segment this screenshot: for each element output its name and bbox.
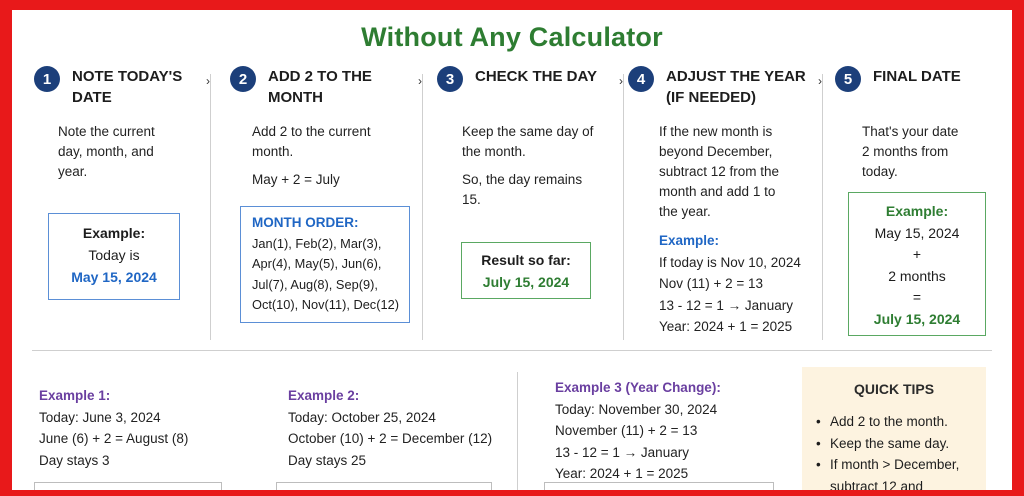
example-3: Example 3 (Year Change): Today: November 30, 2024 November (11) + 2 = 13 13 - 12 = 1 → January Year: 2024 + 1 = 2025: [555, 380, 721, 481]
quick-tips-list: [816, 411, 982, 490]
step-5-final-box: Example: May 15, 2024 + 2 months = July 15, 2024: [848, 192, 986, 336]
list-item: • Keep the same day.: [816, 433, 982, 455]
step-3-note: So, the day remains 15.: [462, 172, 583, 207]
column-divider: [210, 74, 211, 340]
step-4: [628, 66, 828, 108]
step-3-description: Keep the same day of the month.: [462, 124, 594, 159]
section-divider: [32, 350, 992, 351]
quick-tips-panel: [802, 367, 986, 490]
column-divider: [517, 372, 518, 490]
column-divider: [623, 74, 624, 340]
arrow-icon: ›: [619, 74, 623, 88]
step-title: NOTE TODAY'S DATE: [72, 68, 183, 106]
arrow-icon: ›: [206, 74, 210, 88]
example-2: Example 2: Today: October 25, 2024 October (10) + 2 = December (12) Day stays 25: [288, 388, 493, 468]
arrow-icon: ›: [818, 74, 822, 88]
page-title: Without Any Calculator: [361, 22, 663, 52]
list-item: • Add 2 to the month.: [816, 411, 982, 433]
box-edge: [276, 482, 492, 490]
step-4-description: If the new month is beyond December, subtract 12 from the month and add 1 to the year.: [659, 124, 780, 219]
step-number-badge: 3: [437, 66, 463, 92]
quick-tips-title: QUICK TIPS: [853, 381, 935, 397]
list-item: subtract 12 and: [830, 478, 924, 490]
box-edge: [34, 482, 222, 490]
step-2-formula: May + 2 = July: [252, 172, 340, 187]
step-3-result-box: Result so far: July 15, 2024: [461, 242, 591, 299]
step-number-badge: 4: [628, 66, 654, 92]
step-number-badge: 2: [230, 66, 256, 92]
infographic-sheet: [12, 10, 1012, 490]
box-edge: [544, 482, 774, 490]
step-1: [34, 66, 204, 108]
example-1: Example 1: Today: June 3, 2024 June (6) + 2 = August (8) Day stays 3: [39, 388, 189, 468]
step-number-badge: 5: [835, 66, 861, 92]
step-title: ADJUST THE YEAR (IF NEEDED): [666, 68, 806, 106]
step-5: [835, 66, 1005, 92]
step-2: [230, 66, 420, 108]
step-4-example: Example: If today is Nov 10, 2024 Nov (11) + 2 = 13 13 - 12 = 1 → January Year: 2024 + 1 = 2025: [659, 233, 801, 334]
step-5-description: That's your date 2 months from today.: [862, 124, 959, 179]
step-3: [437, 66, 627, 92]
step-title: FINAL DATE: [873, 68, 961, 85]
month-order-box: MONTH ORDER: Jan(1), Feb(2), Mar(3), Apr(4), May(5), Jun(6), Jul(7), Aug(8), Sep(9), Oct(10), Nov(11), Dec(12): [240, 206, 410, 323]
step-title: CHECK THE DAY: [475, 68, 597, 85]
step-title: ADD 2 TO THE MONTH: [268, 68, 372, 106]
step-1-example-box: Example: Today is May 15, 2024: [48, 213, 180, 300]
column-divider: [822, 74, 823, 340]
column-divider: [422, 74, 423, 340]
arrow-icon: ›: [418, 74, 422, 88]
step-2-description: Add 2 to the current month.: [252, 124, 371, 159]
step-number-badge: 1: [34, 66, 60, 92]
list-item: • If month > December,: [816, 454, 982, 476]
step-1-description: Note the current day, month, and year.: [58, 124, 155, 179]
